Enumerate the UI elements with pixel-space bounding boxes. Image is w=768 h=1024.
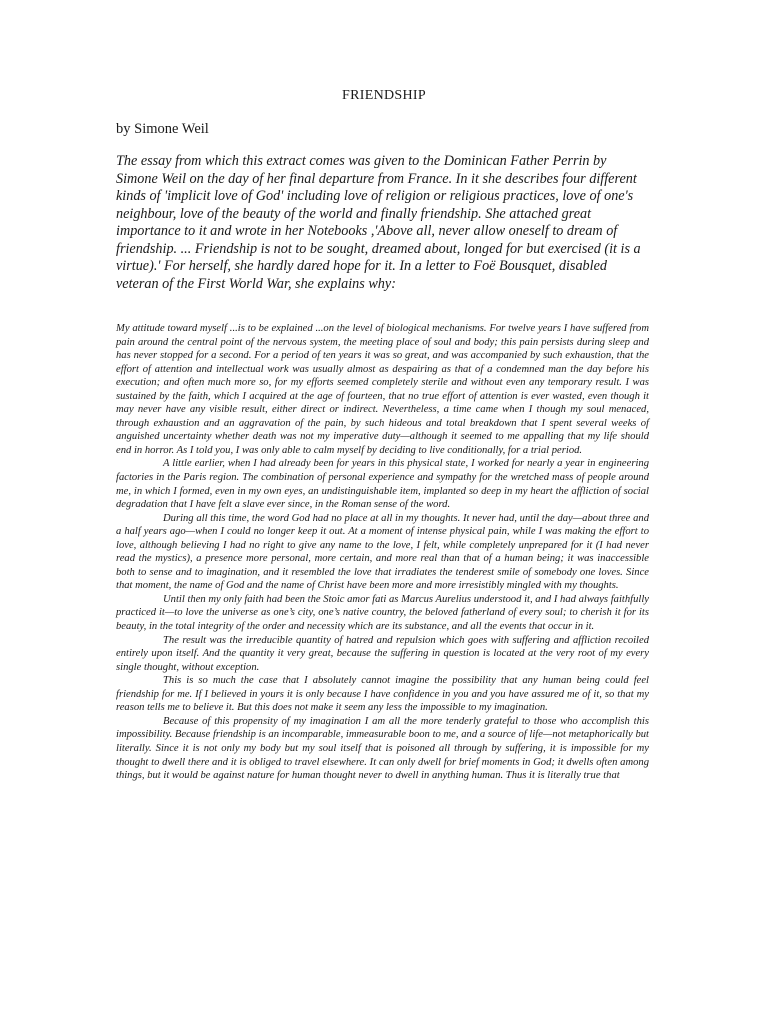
letter-paragraph-4: Until then my only faith had been the Stoic amor fati as Marcus Aurelius understood it, and I had always faithfully practiced it—to love the universe as one’s city, one’s native country, the beloved fatherland of every soul; to cherish it for its beauty, in the total integrity of the order and necessity which are its substance, and all the events that occur in it. <box>116 593 649 633</box>
letter-paragraph-5: The result was the irreducible quantity of hatred and repulsion which goes with suffering and affliction recoiled entirely upon itself. And the quantity it very great, because the suffering in question is located at the very root of my every single thought, without exception. <box>116 634 649 673</box>
letter-paragraph-3: During all this time, the word God had no place at all in my thoughts. It never had, until the day—about three and a half years ago—when I could no longer keep it out. At a moment of intense physical pain, while I was making the effort to love, although believing I had no right to give any name to the love, I felt, while completely unprepared for it (I had never read the mystics), a presence more personal, more certain, and more real than that of a human being; it was inaccessible both to sense and to imagination, and it resembled the love that irradiates the tenderest smile of somebody one loves. Since that moment, the name of God and the name of Christ have been more and more irresistibly mingled with my thoughts. <box>116 512 649 592</box>
letter-paragraph-7: Because of this propensity of my imagination I am all the more tenderly grateful to those who accomplish this impossibility. Because friendship is an incomparable, immeasurable boon to me, and a source of life—not metaphorically but literally. Since it is not only my body but my soul itself that is poisoned all through by suffering, it is impossible for my thought to dwell there and it is obliged to travel elsewhere. It can only dwell for brief moments in God; it dwells often among things, but it would be against nature for human thought never to dwell in anything human. Thus it is literally true that <box>116 715 649 782</box>
intro-paragraph: The essay from which this extract comes was given to the Dominican Father Perrin by Simone Weil on the day of her final departure from France. In it she describes four different kinds of 'implicit love of God' including love of religion or religious practices, love of one's neighbour, love of the beauty of the world and finally friendship. She attached great importance to it and wrote in her Notebooks ,'Above all, never allow oneself to dream of friendship. ... Friendship is not to be sought, dreamed about, longed for but exercised (it is a virtue).' For herself, she hardly dared hope for it. In a letter to Foë Bousquet, disabled veteran of the First World War, she explains why: <box>116 153 641 292</box>
letter-paragraph-6: This is so much the case that I absolutely cannot imagine the possibility that any human being could feel friendship for me. If I believed in yours it is only because I have confidence in you and you have assured me of it, so that my reason tells me to believe it. But this does not make it seem any less the impossible to my imagination. <box>116 675 649 714</box>
document-title: FRIENDSHIP <box>342 88 426 103</box>
author-byline: by Simone Weil <box>116 121 209 137</box>
letter-paragraph-2: A little earlier, when I had already been for years in this physical state, I worked for nearly a year in engineering factories in the Paris region. The combination of personal experience and sympathy for the wretched mass of people around me, in which I formed, even in my own eyes, an undistinguishable item, implanted so deep in my heart the affliction of social degradation that I have felt a slave ever since, in the Roman sense of the word. <box>116 458 649 511</box>
letter-excerpt <box>116 322 649 783</box>
letter-paragraph-1: My attitude toward myself ...is to be explained ...on the level of biological mechanisms. For twelve years I have suffered from pain around the central point of the nervous system, the meeting place of soul and body; this pain persists during sleep and has never stopped for a second. For a period of ten years it was so great, and was accompanied by such exhaustion, that the effort of attention and intellectual work was usually almost as despairing as that of a condemned man the day before his execution; and often much more so, for my efforts seemed completely sterile and without even any temporary result. I was sustained by the faith, which I acquired at the age of fourteen, that no true effort of attention is ever wasted, even though it may never have any visible result, either direct or indirect. Nevertheless, a time came when I though my soul menaced, through exhaustion and an aggravation of the pain, by such hideous and total breakdown that I spent several weeks of anguished uncertainty whether death was not my imperative duty—although it seemed to me appalling that my life should end in horror. As I told you, I was only able to calm myself by deciding to live conditionally, for a trial period. <box>116 323 649 456</box>
